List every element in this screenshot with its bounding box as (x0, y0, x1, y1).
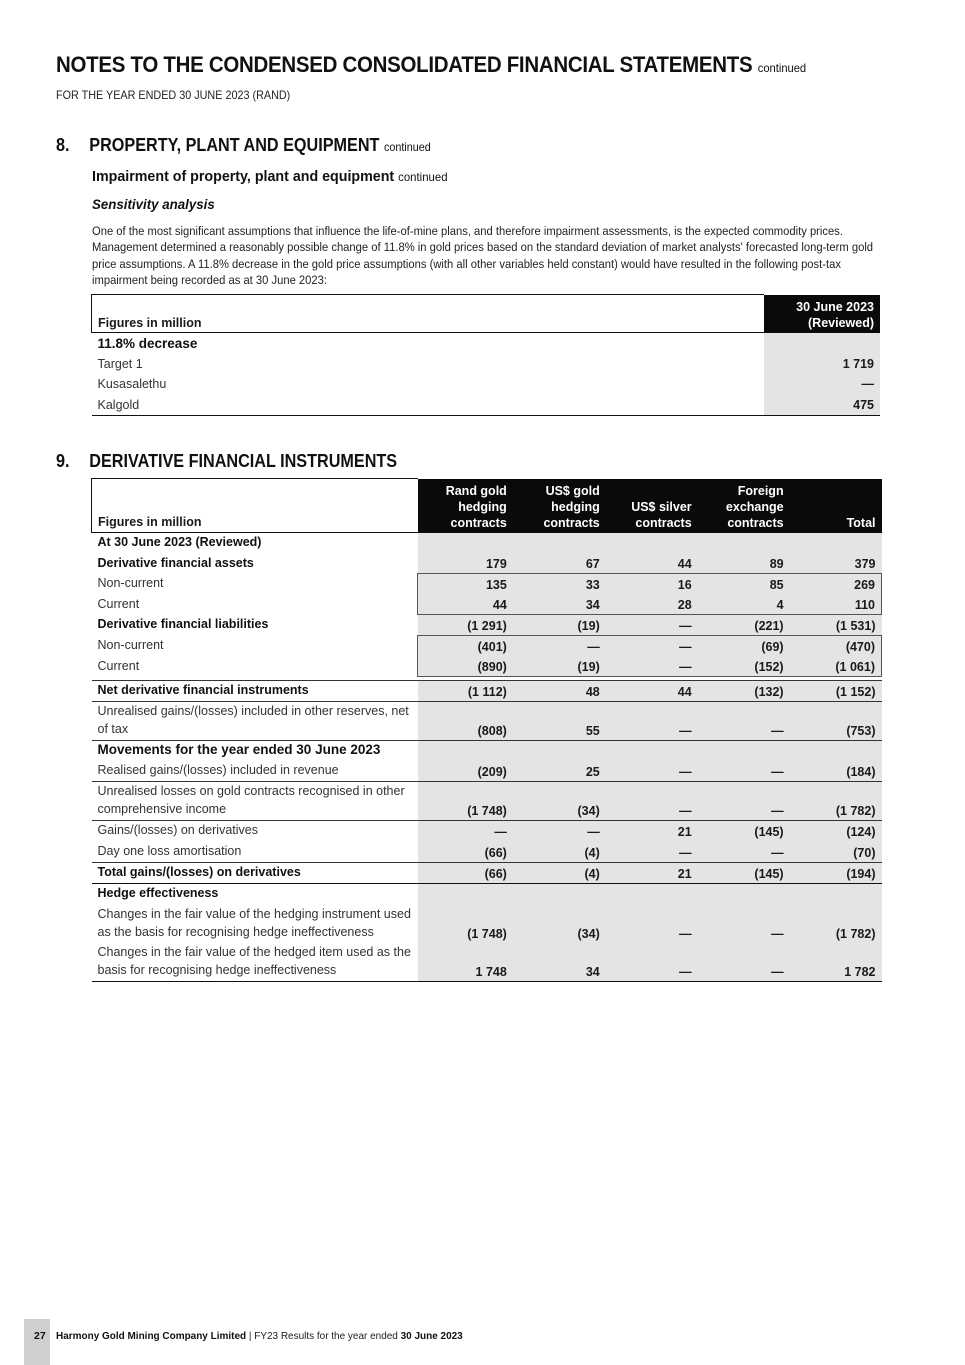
cell: 16 (606, 574, 698, 595)
row-label: Non-current (97, 576, 164, 591)
subheading-text: Impairment of property, plant and equipment (92, 168, 395, 185)
row-label: Derivative financial assets (97, 555, 254, 570)
row-label: Movements for the year ended 30 June 2023 (97, 742, 381, 758)
header-line: contracts (543, 515, 600, 530)
section-9-heading (56, 451, 397, 472)
table-header-row (92, 295, 881, 333)
cell: — (698, 943, 790, 982)
table-row (92, 635, 882, 656)
cell: (221) (698, 615, 790, 636)
cell: (753) (790, 702, 882, 741)
row-label: Hedge effectiveness (97, 885, 219, 900)
cell: — (606, 841, 698, 862)
row-label: Target 1 (97, 356, 143, 371)
cell: 34 (513, 594, 606, 615)
cell: (1 748) (418, 904, 513, 943)
cell: (401) (418, 635, 513, 656)
row-value (764, 333, 880, 354)
cell (606, 883, 698, 904)
cell: — (698, 761, 790, 782)
cell (790, 533, 882, 554)
cell (606, 741, 698, 762)
table-row (92, 943, 882, 982)
cell (513, 533, 606, 554)
cell: — (698, 782, 790, 821)
row-label: Unrealised losses on gold contracts recognised in other comprehensive income (92, 782, 418, 821)
column-header-foreign-exchange (698, 479, 790, 533)
cell: 44 (606, 681, 698, 702)
row-label: Non-current (97, 638, 164, 653)
header-line: Total (846, 515, 876, 530)
cell: (19) (513, 656, 606, 677)
cell (606, 533, 698, 554)
cell: (4) (513, 841, 606, 862)
cell: — (606, 635, 698, 656)
row-label: Derivative financial liabilities (97, 617, 269, 632)
cell: (1 061) (790, 656, 882, 677)
cell: — (606, 702, 698, 741)
cell: 379 (790, 553, 882, 574)
table-row (92, 374, 881, 395)
header-line: contracts (450, 515, 507, 530)
cell: (1 782) (790, 782, 882, 821)
column-header-usd-gold (513, 479, 606, 533)
cell: 179 (418, 553, 513, 574)
row-label: Current (97, 596, 140, 611)
sensitivity-heading: Sensitivity analysis (92, 196, 215, 212)
page-number: 27 (34, 1330, 46, 1342)
header-line: contracts (727, 515, 784, 530)
cell (790, 883, 882, 904)
header-line: exchange (725, 499, 784, 514)
table-row (92, 681, 882, 702)
cell: — (513, 635, 606, 656)
table-row (92, 741, 882, 762)
cell: (132) (698, 681, 790, 702)
header-line: US$ silver (631, 499, 692, 514)
impairment-subheading (92, 168, 448, 185)
section-title-suffix: continued (383, 140, 431, 154)
table-row (92, 533, 882, 554)
cell: (66) (418, 862, 513, 883)
table-row (92, 904, 882, 943)
cell: — (606, 761, 698, 782)
table-row (92, 594, 882, 615)
header-line: hedging (458, 499, 507, 514)
cell (698, 741, 790, 762)
cell: 44 (606, 553, 698, 574)
cell: (70) (790, 841, 882, 862)
section-number: 8. (56, 135, 70, 155)
cell: (890) (418, 656, 513, 677)
sensitivity-table (91, 294, 880, 416)
table-row (92, 862, 882, 883)
cell: (1 152) (790, 681, 882, 702)
cell: 85 (698, 574, 790, 595)
cell: — (606, 615, 698, 636)
row-value: 1 719 (764, 353, 880, 374)
row-label: Changes in the fair value of the hedged item used as the basis for recognising hedge ineffectiveness (92, 943, 418, 982)
cell: (1 112) (418, 681, 513, 702)
cell: — (418, 821, 513, 842)
cell: 4 (698, 594, 790, 615)
table-row (92, 761, 882, 782)
footer-page-tab (24, 1319, 50, 1365)
table-row (92, 353, 881, 374)
cell: (194) (790, 862, 882, 883)
cell: 28 (606, 594, 698, 615)
cell: (4) (513, 862, 606, 883)
cell: 1 782 (790, 943, 882, 982)
header-line: US$ gold (545, 483, 600, 498)
column-header-usd-silver (606, 479, 698, 533)
cell: — (698, 841, 790, 862)
cell: 1 748 (418, 943, 513, 982)
column-header-total (790, 479, 882, 533)
column-header-label: Figures in million (92, 479, 418, 533)
cell: (808) (418, 702, 513, 741)
cell: (209) (418, 761, 513, 782)
cell: — (606, 782, 698, 821)
cell: (19) (513, 615, 606, 636)
page-title (56, 52, 806, 78)
row-label: Total gains/(losses) on derivatives (92, 862, 418, 883)
table-row (92, 841, 882, 862)
header-line: contracts (635, 515, 692, 530)
row-label: Gains/(losses) on derivatives (97, 823, 258, 838)
table-row (92, 782, 882, 821)
cell: — (698, 904, 790, 943)
cell: (69) (698, 635, 790, 656)
cell: 21 (606, 821, 698, 842)
row-label: Day one loss amortisation (92, 841, 418, 862)
cell: 269 (790, 574, 882, 595)
cell: (34) (513, 904, 606, 943)
cell (513, 741, 606, 762)
table-row (92, 821, 882, 842)
cell (513, 883, 606, 904)
table-row (92, 574, 882, 595)
cell: — (606, 943, 698, 982)
section-title: PROPERTY, PLANT AND EQUIPMENT (89, 135, 380, 155)
cell: 44 (418, 594, 513, 615)
column-header-line: (Reviewed) (808, 315, 874, 330)
footer-separator: | (246, 1330, 255, 1342)
row-label: Current (97, 658, 140, 673)
section-number: 9. (56, 451, 70, 471)
cell: (145) (698, 862, 790, 883)
row-label: At 30 June 2023 (Reviewed) (97, 535, 262, 550)
header-line: hedging (551, 499, 600, 514)
cell (418, 533, 513, 554)
row-label: Kusasalethu (97, 377, 167, 392)
cell: 55 (513, 702, 606, 741)
column-header-30-june-2023 (764, 295, 880, 333)
table-row (92, 656, 882, 677)
column-header-label: Figures in million (92, 295, 765, 333)
cell: 89 (698, 553, 790, 574)
cell (698, 533, 790, 554)
cell: 110 (790, 594, 882, 615)
row-label: Realised gains/(losses) included in revenue (92, 761, 418, 782)
cell: (1 748) (418, 782, 513, 821)
header-line: Foreign (737, 483, 784, 498)
derivatives-table (91, 478, 882, 982)
page-title-text: NOTES TO THE CONDENSED CONSOLIDATED FINANCIAL STATEMENTS (56, 52, 753, 77)
table-row (92, 553, 882, 574)
table-row (92, 702, 882, 741)
page-title-suffix: continued (757, 61, 807, 75)
sensitivity-paragraph: One of the most significant assumptions that influence the life-of-mine plans, and therefore impairment assessments, is the expected commodity prices. Management determined a reasonably possible change of 11.8% in gold prices based on the standard deviation of market analysts' forecasted long-term gold price assumptions. A 11.8% decrease in the gold price assumptions (with all other variables held constant) would have resulted in the following post-tax impairment being recorded as at 30 June 2023: (92, 224, 874, 287)
cell: 34 (513, 943, 606, 982)
cell: (145) (698, 821, 790, 842)
row-label: Net derivative financial instruments (92, 681, 418, 702)
cell (418, 883, 513, 904)
row-label: Changes in the fair value of the hedging instrument used as the basis for recognising hedge ineffectiveness (97, 906, 411, 939)
table-row (92, 395, 881, 416)
row-value: 475 (764, 395, 880, 416)
cell: — (513, 821, 606, 842)
row-value: — (764, 374, 880, 395)
cell: (470) (790, 635, 882, 656)
table-header-row (92, 479, 882, 533)
cell: (66) (418, 841, 513, 862)
table-row (92, 333, 881, 354)
row-label: 11.8% decrease (97, 335, 198, 351)
cell: 25 (513, 761, 606, 782)
row-label: Unrealised gains/(losses) included in other reserves, net of tax (92, 702, 418, 741)
footer-text (56, 1330, 463, 1342)
page-subtitle: FOR THE YEAR ENDED 30 JUNE 2023 (RAND) (56, 88, 291, 102)
cell (790, 741, 882, 762)
section-8-heading (56, 135, 431, 156)
subheading-suffix: continued (398, 170, 448, 184)
cell: (1 531) (790, 615, 882, 636)
cell: 21 (606, 862, 698, 883)
cell: — (606, 656, 698, 677)
cell (418, 741, 513, 762)
footer-report: FY23 Results for the year ended (254, 1330, 401, 1342)
footer-company: Harmony Gold Mining Company Limited (56, 1330, 247, 1342)
cell: — (698, 702, 790, 741)
table-row (92, 883, 882, 904)
cell (698, 883, 790, 904)
table-row (92, 615, 882, 636)
cell: (1 291) (418, 615, 513, 636)
column-header-rand-gold (418, 479, 513, 533)
row-label: Kalgold (92, 395, 765, 416)
cell: (184) (790, 761, 882, 782)
cell: 33 (513, 574, 606, 595)
cell: (1 782) (790, 904, 882, 943)
section-title: DERIVATIVE FINANCIAL INSTRUMENTS (89, 451, 398, 471)
cell: (152) (698, 656, 790, 677)
column-header-line: 30 June 2023 (796, 299, 874, 314)
cell: 67 (513, 553, 606, 574)
footer-date: 30 June 2023 (400, 1330, 463, 1342)
header-line: Rand gold (445, 483, 507, 498)
cell: — (606, 904, 698, 943)
cell: 135 (418, 574, 513, 595)
cell: (34) (513, 782, 606, 821)
cell: (124) (790, 821, 882, 842)
cell: 48 (513, 681, 606, 702)
